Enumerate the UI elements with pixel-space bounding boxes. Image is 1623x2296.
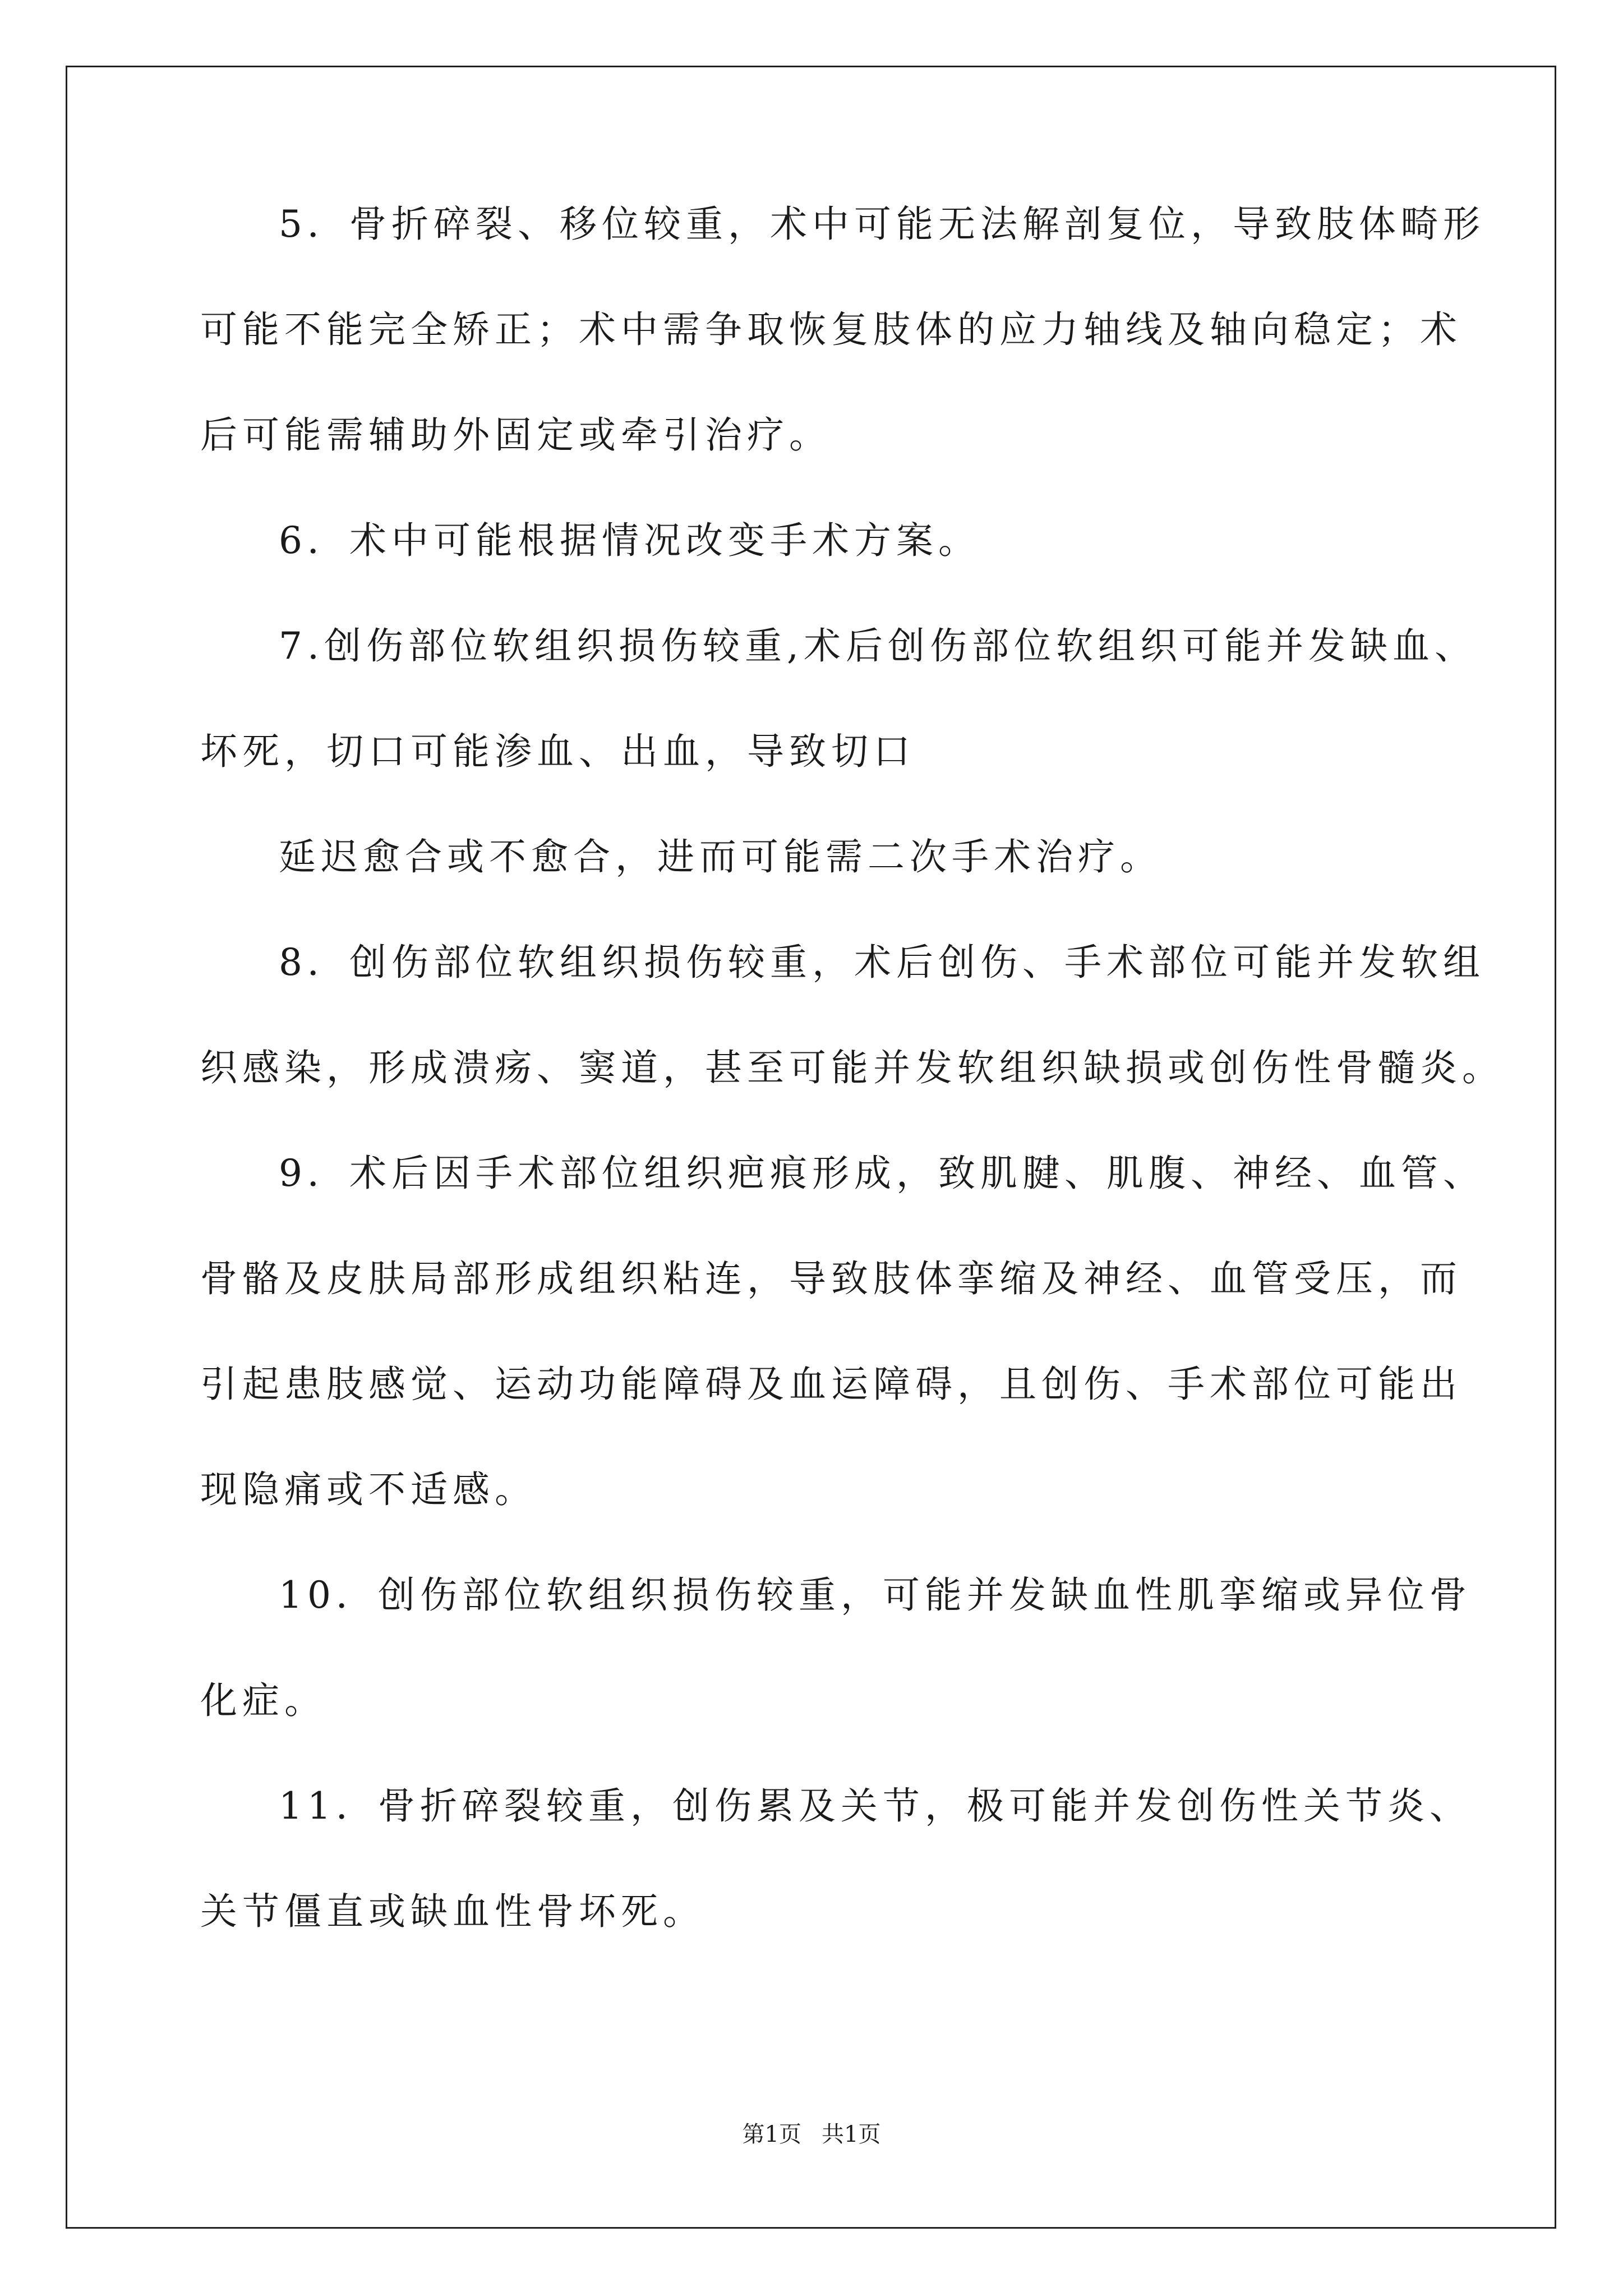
text-line: 10．创伤部位软组织损伤较重，可能并发缺血性肌挛缩或异位骨 [279,1573,1472,1617]
text-line: 织感染，形成溃疡、窦道，甚至可能并发软组织缺损或创伤性骨髓炎。 [200,1046,1504,1089]
text-line: 5．骨折碎裂、移位较重，术中可能无法解剖复位，导致肢体畸形 [279,203,1485,246]
text-line: 化症。 [200,1679,326,1722]
page-number-current: 第1页 [742,2122,801,2147]
text-line: 延迟愈合或不愈合，进而可能需二次手术治疗。 [279,835,1162,878]
text-line: 后可能需辅助外固定或牵引治疗。 [200,413,831,457]
text-line: 8．创伤部位软组织损伤较重，术后创伤、手术部位可能并发软组 [279,941,1485,984]
page-footer [0,2120,1623,2148]
text-line: 7.创伤部位软组织损伤较重,术后创伤部位软组织可能并发缺血、 [279,624,1477,668]
text-line: 11．骨折碎裂较重，创伤累及关节，极可能并发创伤性关节炎、 [279,1784,1472,1828]
text-line: 9．术后因手术部位组织疤痕形成，致肌腱、肌腹、神经、血管、 [279,1152,1485,1195]
text-line: 6．术中可能根据情况改变手术方案。 [279,519,980,562]
page-number-total: 共1页 [822,2122,881,2147]
text-line: 引起患肢感觉、运动功能障碍及血运障碍，且创伤、手术部位可能出 [200,1363,1462,1406]
text-line: 可能不能完全矫正；术中需争取恢复肢体的应力轴线及轴向稳定；术 [200,308,1462,351]
text-line: 坏死，切口可能渗血、出血，导致切口 [200,730,915,773]
text-line: 现隐痛或不适感。 [200,1468,537,1511]
text-line: 关节僵直或缺血性骨坏死。 [200,1890,705,1933]
text-line: 骨骼及皮肤局部形成组织粘连，导致肢体挛缩及神经、血管受压，而 [200,1257,1462,1300]
